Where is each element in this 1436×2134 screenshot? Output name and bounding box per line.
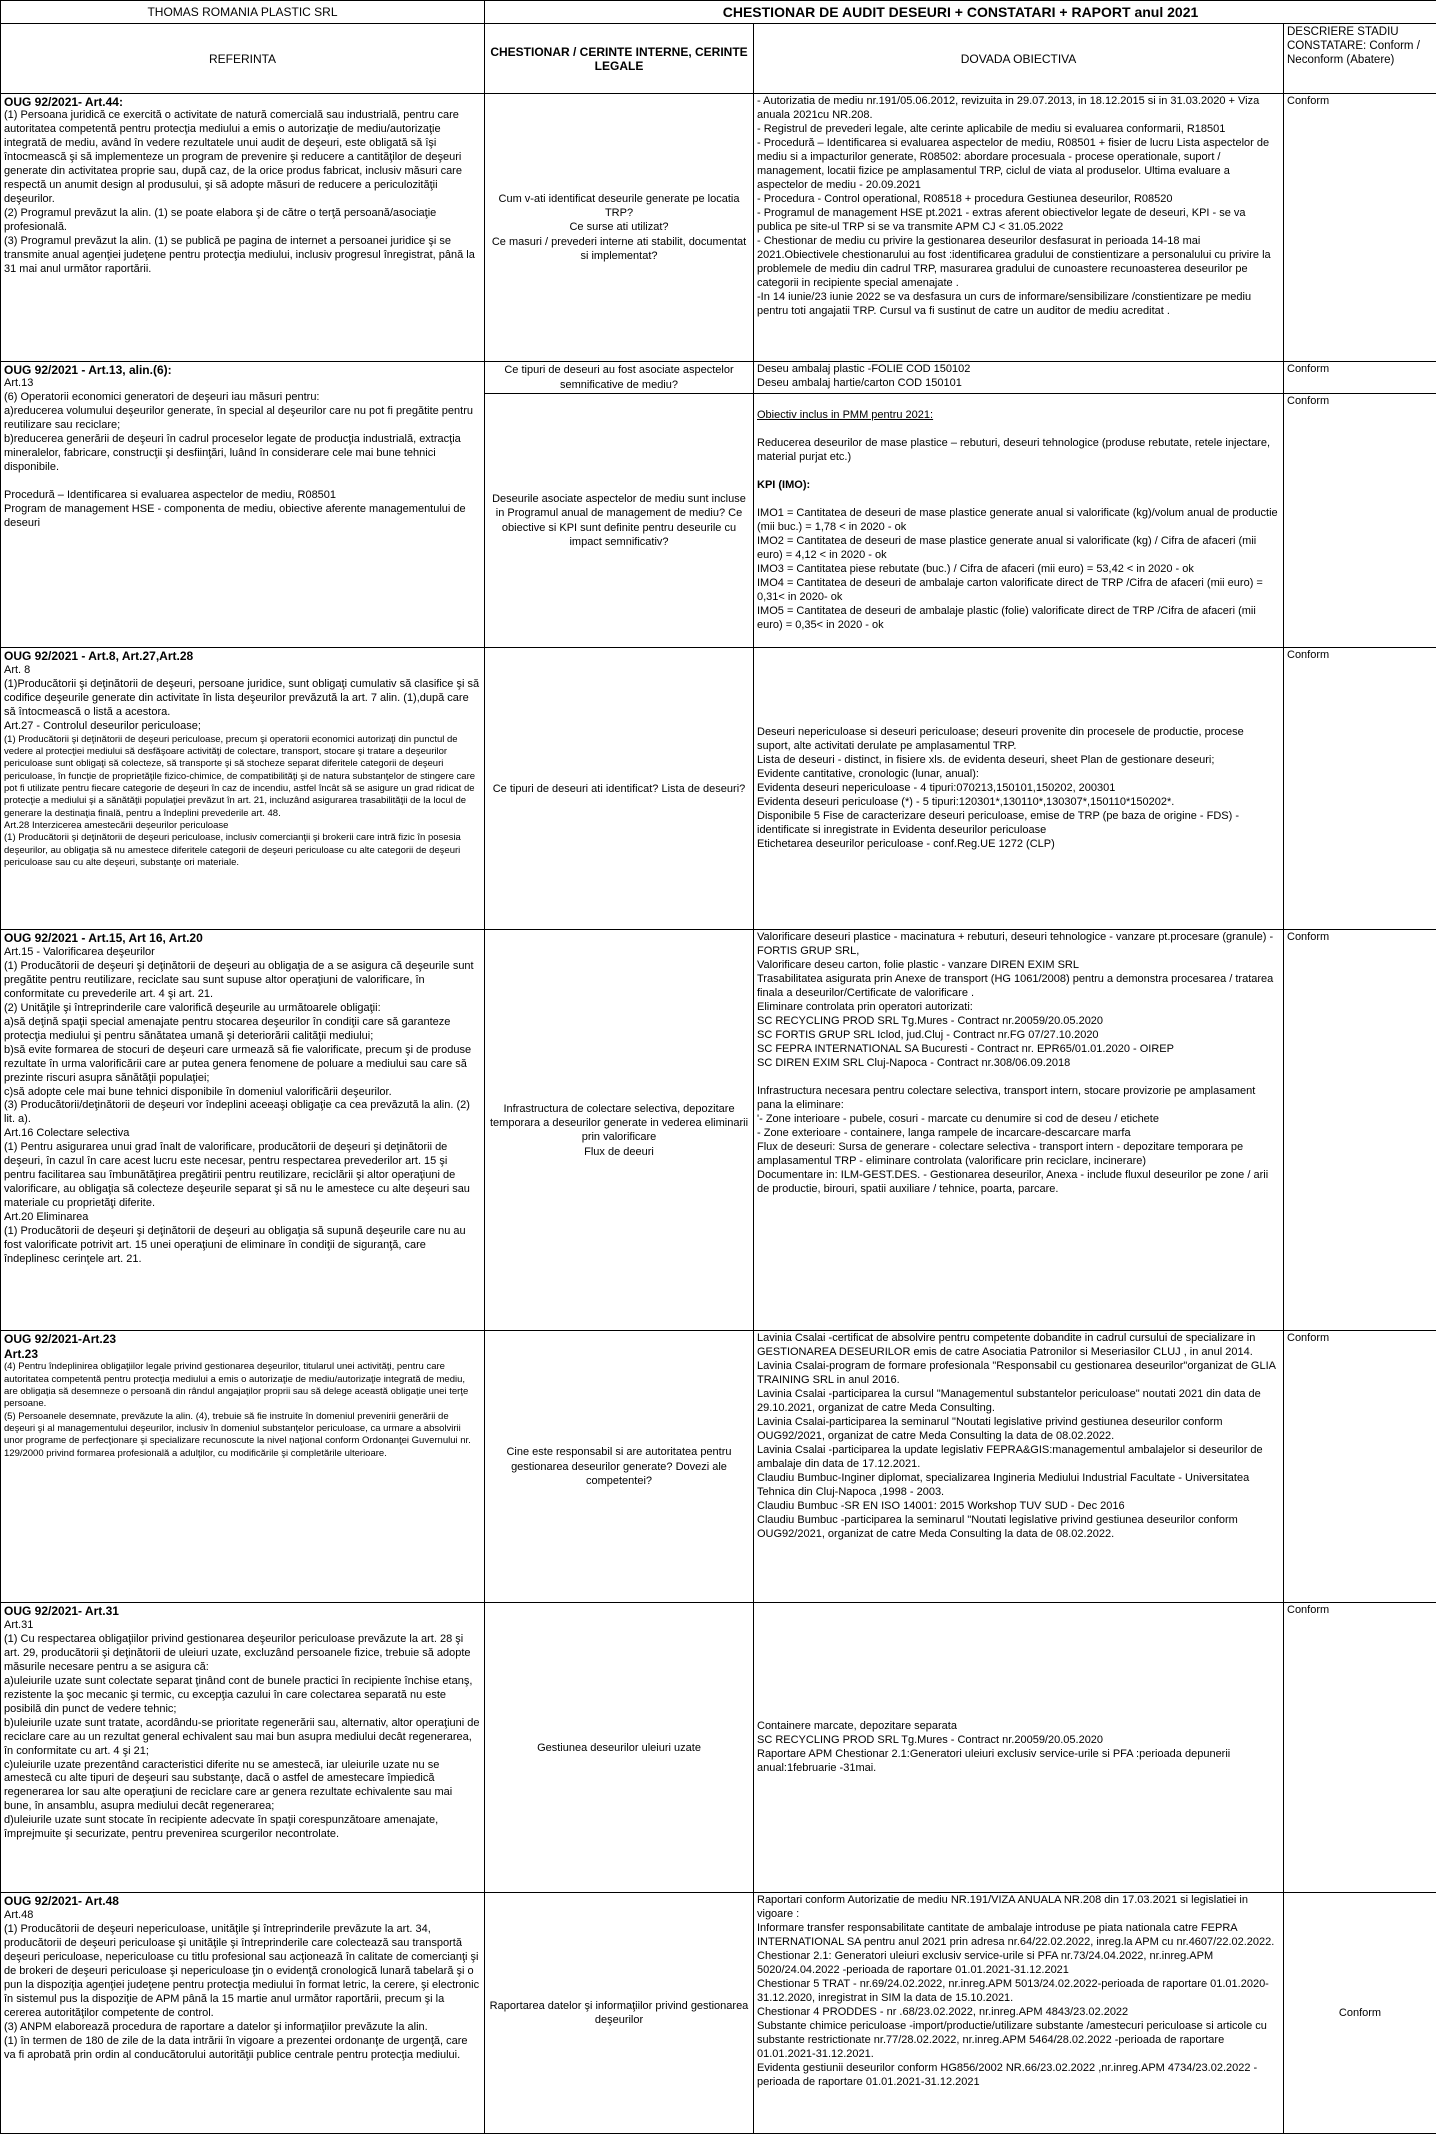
referinta-cell — [1, 362, 485, 648]
table-row — [1, 1603, 1436, 1893]
ref-body: Art.13 (6) Operatorii economici generatori de deşeuri iau măsuri pentru: a)reducerea volumului deşeurilor generate, în special al deşeurilor care nu pot fi pregătite pentru reutilizare sau reciclare; b)reducerea generării de deşeuri în cadrul proceselor legate de producţia industrială, extracţia mineralelor, fabricare, construcţii şi desfiinţări, luând în considerare cele mai bune tehnici disponibile. Procedură – Identificarea si evaluarea aspectelor de mediu, R08501 Program de management HSE - componenta de mediu, obiective aferente managementului de deseuri — [4, 377, 481, 531]
ref-body: (1) Persoana juridică ce exercită o activitate de natură comercială sau industrială, pentru care autoritatea competentă pentru protecţia mediului a emis o autorizaţie de mediu/autorizaţie integrată de mediu, având în vedere rezultatele unui audit de deşeuri, este obligată să îşi întocmească şi să implementeze un program de prevenire şi reducere a cantităţilor de deşeuri generate din activitatea proprie sau, după caz, de la orice produs fabricat, inclusiv măsuri care respectă un anumit design al produsului, şi să adopte măsuri de reducere a periculozităţii deşeurilor. (2) Programul prevăzut la alin. (1) se poate elabora şi de către o terţă persoană/asociaţie profesională. (3) Programul prevăzut la alin. (1) se publică pe pagina de internet a persoanei juridice şi se transmite anual agenţiei judeţene pentru protecţia mediului, inclusiv progresul înregistrat, până la 31 mai anul următor raportării. — [4, 109, 481, 277]
ref-title: OUG 92/2021- Art.44: — [4, 95, 481, 109]
question-cell: Cum v-ati identificat deseurile generate pe locatia TRP? Ce surse ati utilizat? Ce masuri / prevederi interne ati stabilit, documentat si implementat? — [485, 94, 754, 362]
question-cell: Cine este responsabil si are autoritatea pentru gestionarea deseurilor generate? Dovezi ale competentei? — [485, 1331, 754, 1603]
referinta-cell — [1, 1603, 485, 1893]
evidence-text: Reducerea deseurilor de mase plastice – rebuturi, deseuri tehnologice (produse rebutate, retele injectare, material purjat etc.) — [757, 437, 1280, 465]
table-row — [1, 1331, 1436, 1603]
ref-body-small: (4) Pentru îndeplinirea obligaţiilor legale privind gestionarea deşeurilor, titularul unei activităţi, pentru care autoritatea competentă pentru protecţia mediului a emis o autorizaţie de mediu/autorizaţie integrată de mediu, are obligaţia să desemneze o persoană din rândul angajaţilor proprii sau să delege această obligaţie unei terţe persoane. (5) Persoanele desemnate, prevăzute la alin. (4), trebuie să fie instruite în domeniul prevenirii generării de deşeuri şi al managementului deşeurilor, inclusiv în domeniul substanţelor periculoase, ca urmare a absolvirii unor programe de perfecţionare şi specializare recunoscute la nivel naţional conform Ordonanţei Guvernului nr. 129/2000 privind formarea profesională a adulţilor, cu modificările şi completările ulterioare. — [4, 1361, 481, 1460]
kpi-label: KPI (IMO): — [757, 479, 1280, 493]
evidence-cell: - Autorizatia de mediu nr.191/05.06.2012, revizuita in 29.07.2013, in 18.12.2015 si in 31.03.2020 + Viza anuala 2021cu NR.208. - Registrul de prevederi legale, alte cerinte aplicabile de mediu si evaluarea conformarii, R18501 - Procedură – Identificarea si evaluarea aspectelor de mediu, R08501 + fisier de lucru Lista aspectelor de mediu si a impacturilor generate, R08502: abordare procesuala - procese operationale, suport / management, locatii fizice pe amplasamentul TRP, ciclul de viata al produselor. Ultima evaluare a aspectelor de mediu - 20.09.2021 - Procedura - Control operational, R08518 + procedura Gestiunea deseurilor, R08520 - Programul de management HSE pt.2021 - extras aferent obiectivelor legate de deseuri, KPI - se va publica pe site-ul TRP si se va transmite APM CJ < 31.05.2022 - Chestionar de mediu cu privire la gestionarea deseurilor desfasurat in perioada 14-18 mai 2021.Obiectivele chestionarului au fost :identificarea gradului de constientizare a personalului cu privire la problemele de mediu din cadrul TRP, masurarea gradului de cunoastere recunoasterea deseurilor pe categorii in recipiente special amenajate . -In 14 iunie/23 iunie 2022 se va desfasura un curs de informare/sensibilizare /constientizare pe mediu pentru toti angajatii TRP. Cursul va fi sustinut de catre un auditor de mediu acreditat . — [754, 94, 1284, 362]
question-cell: Gestiunea deseurilor uleiuri uzate — [485, 1603, 754, 1893]
status-cell: Conform — [1284, 1603, 1436, 1893]
question-cell: Deseurile asociate aspectelor de mediu sunt incluse in Programul anual de management de mediu? Ce obiective si KPI sunt definite pentru deseurile cu impact semnificativ? — [485, 394, 754, 648]
header-stadiu: DESCRIERE STADIU CONSTATARE: Conform / Neconform (Abatere) — [1284, 24, 1436, 94]
referinta-cell — [1, 648, 485, 930]
document-title: CHESTIONAR DE AUDIT DESEURI + CONSTATARI + RAPORT anul 2021 — [485, 1, 1436, 24]
ref-body: Art. 8 (1)Producătorii şi deţinătorii de deşeuri, persoane juridice, sunt obligaţi cumulativ să clasifice şi să codifice deşeurile generate din activitate în lista deşeurilor prevăzută la art. 7 alin. (1),după care să întocmească o listă a acestora. Art.27 - Controlul deseurilor periculoase; — [4, 664, 481, 734]
title-row — [1, 1, 1436, 24]
header-dovada: DOVADA OBIECTIVA — [754, 24, 1284, 94]
evidence-cell — [754, 394, 1284, 648]
table-row — [1, 1893, 1436, 2134]
question-cell: Raportarea datelor şi informaţiilor privind gestionarea deşeurilor — [485, 1893, 754, 2134]
evidence-cell: Containere marcate, depozitare separata SC RECYCLING PROD SRL Tg.Mures - Contract nr.20059/20.05.2020 Raportare APM Chestionar 2.1:Generatori uleiuri exclusiv service-urile si PFA :perioada depunerii anual:1februarie -31mai. — [754, 1603, 1284, 1893]
header-referinta: REFERINTA — [1, 24, 485, 94]
ref-title: OUG 92/2021-Art.23 — [4, 1332, 481, 1346]
evidence-heading: Obiectiv inclus in PMM pentru 2021: — [757, 409, 1280, 423]
referinta-cell — [1, 94, 485, 362]
table-row — [1, 930, 1436, 1331]
status-cell: Conform — [1284, 394, 1436, 648]
evidence-cell: Raportari conform Autorizatie de mediu NR.191/VIZA ANUALA NR.208 din 17.03.2021 si legislatiei in vigoare : Informare transfer responsabilitate cantitate de ambalaje introduse pe piata nationala catre FEPRA INTERNATIONAL SA pentru anul 2021 prin adresa nr.64/22.02.2022, inreg.la APM cu nr.4607/22.02.2022. Chestionar 2.1: Generatori uleiuri exclusiv service-urile si PFA nr.73/24.04.2022, nr.inreg.APM 5020/24.04.2022 -perioada de raportare 01.01.2021-31.12.2021 Chestionar 5 TRAT - nr.69/24.02.2022, nr.inreg.APM 5013/24.02.2022-perioada de raportare 01.01.2020-31.12.2020, inregistrat in SIM la data de 15.10.2021. Chestionar 4 PRODDES - nr .68/23.02.2022, nr.inreg.APM 4843/23.02.2022 Substante chimice periculoase -import/productie/utilizare substante /amestecuri periculoase si articole cu substante restrictionate nr.77/28.02.2022, nr.inreg.APM 5464/28.02.2022 -perioada de raportare 01.01.2021-31.12.2021. Evidenta gestiunii deseurilor conform HG856/2002 NR.66/23.02.2022 ,nr.inreg.APM 4734/23.02.2022 -perioada de raportare 01.01.2021-31.12.2021 — [754, 1893, 1284, 2134]
status-cell: Conform — [1284, 1893, 1436, 2134]
status-cell: Conform — [1284, 1331, 1436, 1603]
referinta-cell — [1, 1893, 485, 2134]
evidence-cell: Deseuri nepericuloase si deseuri periculoase; deseuri provenite din procesele de productie, procese suport, alte activitati derulate pe amplasamentul TRP. Lista de deseuri - distinct, in fisiere xls. de evidenta deseuri, sheet Plan de gestionare deseuri; Evidente cantitative, cronologic (lunar, anual): Evidenta deseuri nepericuloase - 4 tipuri:070213,150101,150202, 200301 Evidenta deseuri periculoase (*) - 5 tipuri:120301*,130110*,130307*,150110*150202*. Disponibile 5 Fise de caracterizare deseuri periculoase, emise de TRP (pe baza de origine - FDS) - identificate si inregistrate in Evidenta deseurilor periculoase Etichetarea deseurilor periculoase - conf.Reg.UE 1272 (CLP) — [754, 648, 1284, 930]
ref-subtitle: Art.23 — [4, 1347, 481, 1361]
question-cell: Ce tipuri de deseuri ati identificat? Lista de deseuri? — [485, 648, 754, 930]
referinta-cell — [1, 930, 485, 1331]
header-row — [1, 24, 1436, 94]
ref-title: OUG 92/2021- Art.31 — [4, 1604, 481, 1618]
ref-body: Art.48 (1) Producătorii de deşeuri nepericuloase, unităţile şi întreprinderile prevăzute la art. 34, producătorii de deşeuri periculoase şi unităţile şi întreprinderile care colectează sau transportă deşeuri periculoase, nepericuloase cu titlu profesional sau acţionează în calitate de comercianţi şi de brokeri de deşeuri periculoase şi nepericuloase ţin o evidenţă cronologică lunară tabelară şi o pun la dispoziţia agenţiei judeţene pentru protecţia mediului în format letric, la cerere, şi electronic în sistemul pus la dispoziţie de APM până la 15 martie anul următor raportării, precum şi la cererea autorităţilor competente de control. (3) ANPM elaborează procedura de raportare a datelor şi informaţiilor prevăzute la alin. (1) în termen de 180 de zile de la data intrării în vigoare a prezentei ordonanţe de urgenţă, care va fi aprobată prin ordin al conducătorului autorităţii publice centrale pentru protecţia mediului. — [4, 1909, 481, 2063]
evidence-cell: Lavinia Csalai -certificat de absolvire pentru competente dobandite in cadrul cursului de specializare in GESTIONAREA DESEURILOR emis de catre Asociatia Patronilor si Meseriasilor CLUJ , in anul 2014. Lavinia Csalai-program de formare profesionala "Responsabil cu gestionarea deseurilor"organizat de GLIA TRAINING SRL in anul 2016. Lavinia Csalai -participarea la cursul "Managementul substantelor periculoase" noutati 2021 din data de 29.10.2021, organizat de catre Meda Consulting. Lavinia Csalai-participarea la seminarul "Noutati legislative privind gestiunea deseurilor conform OUG92/2021, organizat de catre Meda Consulting la data de 08.02.2022. Lavinia Csalai -participarea la update legislativ FEPRA&GIS:managementul ambalajelor si deseurilor de ambalaje din data de 17.12.2021. Claudiu Bumbuc-Inginer diplomat, specializarea Ingineria Mediului Industrial Facultate - Universitatea Tehnica din Cluj-Napoca ,1998 - 2003. Claudiu Bumbuc -SR EN ISO 14001: 2015 Workshop TUV SUD - Dec 2016 Claudiu Bumbuc -participarea la seminarul "Noutati legislative privind gestiunea deseurilor conform OUG92/2021, organizat de catre Meda Consulting la data de 08.02.2022. — [754, 1331, 1284, 1603]
ref-title: OUG 92/2021 - Art.8, Art.27,Art.28 — [4, 649, 481, 663]
table-row — [1, 362, 1436, 394]
company-name: THOMAS ROMANIA PLASTIC SRL — [1, 1, 485, 24]
evidence-cell: Deseu ambalaj plastic -FOLIE COD 150102 Deseu ambalaj hartie/carton COD 150101 — [754, 362, 1284, 394]
ref-title: OUG 92/2021 - Art.13, alin.(6): — [4, 363, 481, 377]
ref-body: Art.31 (1) Cu respectarea obligaţiilor privind gestionarea deşeurilor periculoase prevăzute la art. 28 şi art. 29, producătorii şi deţinătorii de uleiuri uzate, excluzând persoanele fizice, trebuie să adopte măsurile necesare pentru a se asigura că: a)uleiurile uzate sunt colectate separat ţinând cont de bunele practici în recipiente închise etanş, rezistente la şoc mecanic şi termic, cu excepţia cazului în care colectarea separată nu este posibilă din punct de vedere tehnic; b)uleiurile uzate sunt tratate, acordându-se prioritate regenerării sau, alternativ, altor operaţiuni de reciclare care au un rezultat general echivalent sau mai bun asupra mediului decât regenerarea, în conformitate cu art. 4 şi 21; c)uleiurile uzate prezentând caracteristici diferite nu se amestecă, iar uleiurile uzate nu se amestecă cu alte tipuri de deşeuri sau substanţe, dacă o astfel de amestecare împiedică regenerarea lor sau alte operaţiuni de reciclare care ar genera rezultate echivalente sau mai bune, în ansamblu, asupra mediului decât regenerarea; d)uleiurile uzate sunt stocate în recipiente adecvate în spaţii corespunzătoare amenajate, împrejmuite şi securizate, pentru prevenirea scurgerilor necontrolate. — [4, 1619, 481, 1843]
table-row — [1, 648, 1436, 930]
ref-title: OUG 92/2021- Art.48 — [4, 1894, 481, 1908]
evidence-cell: Valorificare deseuri plastice - macinatura + rebuturi, deseuri tehnologice - vanzare pt.procesare (granule) - FORTIS GRUP SRL, Valorificare deseu carton, folie plastic - vanzare DIREN EXIM SRL Trasabilitatea asigurata prin Anexe de transport (HG 1061/2008) pentru a demonstra procesarea / tratarea finala a deseurilor/Certificate de valorificare . Eliminare controlata prin operatori autorizati: SC RECYCLING PROD SRL Tg.Mures - Contract nr.20059/20.05.2020 SC FORTIS GRUP SRL Iclod, jud.Cluj - Contract nr.FG 07/27.10.2020 SC FEPRA INTERNATIONAL SA Bucuresti - Contract nr. EPR65/01.01.2020 - OIREP SC DIREN EXIM SRL Cluj-Napoca - Contract nr.308/06.09.2018 Infrastructura necesara pentru colectare selectiva, transport intern, stocare provizorie pe amplasament pana la eliminare: '- Zone interioare - pubele, cosuri - marcate cu denumire si cod de deseu / etichete - Zone exterioare - containere, langa rampele de incarcare-descarcare marfa Flux de deseuri: Sursa de generare - colectare selectiva - transport intern - depozitare temporara pe amplasamentul TRP - eliminare controlata (valorificare prin reciclare, incinerare) Documentare in: ILM-GEST.DES. - Gestionarea deseurilor, Anexa - include fluxul deseurilor pe zone / arii de productie, birouri, spatii auxiliare / tehnice, poarta, parcare. — [754, 930, 1284, 1331]
status-cell: Conform — [1284, 362, 1436, 394]
ref-title: OUG 92/2021 - Art.15, Art 16, Art.20 — [4, 931, 481, 945]
ref-body: Art.15 - Valorificarea deşeurilor (1) Producătorii de deşeuri şi deţinătorii de deşeuri au obligaţia de a se asigura că deşeurile sunt pregătite pentru reutilizare, reciclate sau sunt supuse altor operaţiuni de valorificare, în conformitate cu prevederile art. 4 şi art. 21. (2) Unităţile şi întreprinderile care valorifică deşeurile au următoarele obligaţii: a)să deţină spaţii special amenajate pentru stocarea deşeurilor în condiţii care să garanteze protecţia mediului şi pentru sănătatea umană şi deteriorării calităţii mediului; b)să evite formarea de stocuri de deşeuri care urmează să fie valorificate, precum şi de produse rezultate în urma valorificării care ar putea genera fenomene de poluare a mediului sau care să prezinte riscuri asupra sănătăţii populaţiei; c)să adopte cele mai bune tehnici disponibile în domeniul valorificării deşeurilor. (3) Producătorii/deţinătorii de deşeuri vor îndeplini aceeaşi obligaţie ca cea prevăzută la alin. (2) lit. a). Art.16 Colectare selectiva (1) Pentru asigurarea unui grad înalt de valorificare, producătorii de deşeuri şi deţinătorii de deşeuri, în cazul în care acest lucru este necesar, pentru respectarea prevederilor art. 15 şi pentru facilitarea sau îmbunătăţirea pregătirii pentru reutilizare, reciclării şi altor operaţiuni de valorificare, au obligaţia să colecteze deşeurile separat şi să nu le amestece cu alte deşeuri sau materiale cu proprietăţi diferite. Art.20 Eliminarea (1) Producătorii de deşeuri şi deţinătorii de deşeuri au obligaţia să supună deşeurile care nu au fost valorificate potrivit art. 15 unei operaţiuni de eliminare în condiţii de siguranţă, care îndeplinesc cerinţele art. 21. — [4, 946, 481, 1267]
table-row — [1, 94, 1436, 362]
header-chestionar: CHESTIONAR / CERINTE INTERNE, CERINTE LEGALE — [485, 24, 754, 94]
ref-body-small: (1) Producătorii şi deţinătorii de deşeuri periculoase, precum şi operatorii economici autorizaţi din punctul de vedere al protecţiei mediului să desfăşoare activităţi de colectare, transport, stocare şi tratare a deşeurilor periculoase sunt obligaţi să colecteze, să transporte şi să stocheze separat diferitele categorii de deşeuri periculoase, în funcţie de proprietăţile fizico-chimice, de compatibilităţi şi de natura substanţelor de stingere care pot fi utilizate pentru fiecare categorie de deşeuri în caz de incendiu, astfel încât să se asigure un grad ridicat de protecţie a mediului şi a sănătăţii populaţiei prevăzut în art. 21, incluzând asigurarea trasabilităţii de la locul de generare la destinaţia finală, pentru a îndeplini prevederile art. 48. Art.28 Interzicerea amestecării deşeurilor periculoase (1) Producătorii şi deţinătorii de deşeuri periculoase, inclusiv comercianţii şi brokerii care intră fizic în posesia deşeurilor, au obligaţia să nu amestece diferitele categorii de deşeuri periculoase cu alte categorii de deşeuri periculoase sau cu alte deşeuri, substanţe ori materiale. — [4, 734, 481, 870]
status-cell: Conform — [1284, 930, 1436, 1331]
status-cell: Conform — [1284, 648, 1436, 930]
question-cell: Ce tipuri de deseuri au fost asociate aspectelor semnificative de mediu? — [485, 362, 754, 394]
question-cell: Infrastructura de colectare selectiva, depozitare temporara a deseurilor generate in vederea eliminarii prin valorificare Flux de deeuri — [485, 930, 754, 1331]
status-cell: Conform — [1284, 94, 1436, 362]
kpi-list: IMO1 = Cantitatea de deseuri de mase plastice generate anual si valorificate (kg)/volum anual de productie (mii buc.) = 1,78 < in 2020 - ok IMO2 = Cantitatea de deseuri de mase plastice generate anual si valorificate (kg) / Cifra de afaceri (mii euro) = 4,12 < in 2020 - ok IMO3 = Cantitatea piese rebutate (buc.) / Cifra de afaceri (mii euro) = 53,42 < in 2020 - ok IMO4 = Cantitatea de deseuri de ambalaje carton valorificate direct de TRP /Cifra de afaceri (mii euro) = 0,31< in 2020- ok IMO5 = Cantitatea de deseuri de ambalaje plastic (folie) valorificate direct de TRP /Cifra de afaceri (mii euro) = 0,35< in 2020 - ok — [757, 507, 1280, 633]
referinta-cell — [1, 1331, 485, 1603]
